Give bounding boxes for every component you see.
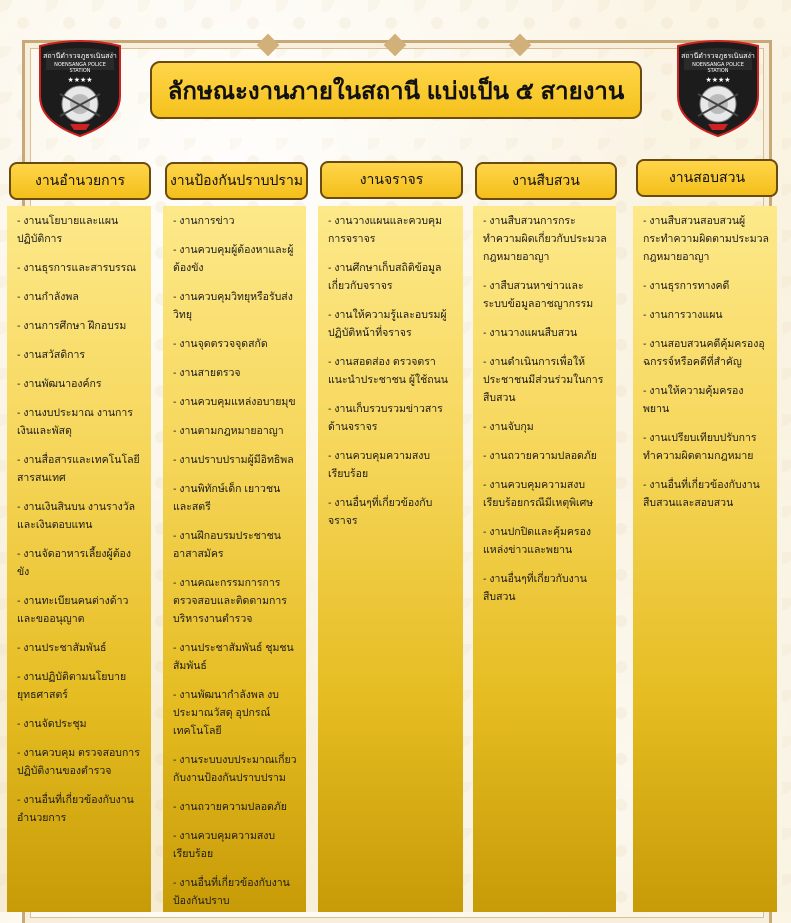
duty-item: - งานสื่อสารและเทคโนโลยีสารสนเทศ xyxy=(17,454,140,484)
duty-list xyxy=(643,212,769,512)
duty-item: - งานการข่าว xyxy=(173,215,235,227)
duty-item: - งานควบคุมแหล่งอบายมุข xyxy=(173,396,296,408)
duty-list xyxy=(483,212,608,606)
duty-item: - งานระบบงบประมาณเกี่ยวกับงานป้องกันปราบปราม xyxy=(173,754,297,784)
duty-item: - งานปราบปรามผู้มีอิทธิพล xyxy=(173,454,294,466)
column-header-inquiry xyxy=(636,159,778,197)
duty-item: - งานกำลังพล xyxy=(17,291,79,303)
duty-item: - งานวางแผนและควบคุมการจราจร xyxy=(328,215,443,245)
duty-item: - งานควบคุมความสงบเรียบร้อย xyxy=(173,830,276,860)
duty-item: - งานถวายความปลอดภัย xyxy=(173,801,287,813)
duty-list xyxy=(173,212,298,910)
duty-item: - งานอื่นที่เกี่ยวข้องกับงานอำนวยการ xyxy=(17,794,134,824)
duty-item: - งานสืบสวนสอบสวนผู้กระทำความผิดตามประมวลกฎหมายอาญา xyxy=(643,215,769,263)
column-header-label: งานอำนวยการ xyxy=(34,172,126,188)
column-header-prevention xyxy=(165,162,308,200)
duty-item: - งานสวัสดิการ xyxy=(17,349,86,361)
duty-item: - งานจุดตรวจจุดสกัด xyxy=(173,338,268,350)
duty-item: - งานประชาสัมพันธ์ ชุมชนสัมพันธ์ xyxy=(173,642,294,672)
duty-item: - งานเงินสินบน งานรางวัลและเงินตอบแทน xyxy=(17,501,136,531)
column-header-label: งานจราจร xyxy=(359,171,424,187)
column-header-label: งานป้องกันปราบปราม xyxy=(169,172,304,188)
duty-item: - งานธุรการและสารบรรณ xyxy=(17,262,137,274)
duty-item: - งานอื่นที่เกี่ยวข้องกับงานสืบสวนและสอบสวน xyxy=(643,479,760,509)
svg-text:สถานีตำรวจภูธรเนินสง่า: สถานีตำรวจภูธรเนินสง่า xyxy=(681,52,755,60)
duty-item: - งานควบคุม ตรวจสอบการปฏิบัติงานของตำรวจ xyxy=(17,747,140,777)
svg-text:NOENSANGA POLICE: NOENSANGA POLICE xyxy=(54,62,106,68)
police-badge-left xyxy=(34,38,126,138)
duty-item: - งานวางแผนสืบสวน xyxy=(483,327,578,339)
column-header-label: งานสอบสวน xyxy=(668,169,746,185)
duty-item: - งานจัดประชุม xyxy=(17,718,87,730)
duty-item: - งานปกปิดและคุ้มครองแหล่งข่าวและพยาน xyxy=(483,526,592,556)
duty-item: - งานปฏิบัติตามนโยบายยุทธศาสตร์ xyxy=(17,671,127,701)
duty-item: - งานสอบสวนคดีคุ้มครองอุฉกรรจ์หรือคดีที่สำคัญ xyxy=(643,338,765,368)
duty-item: - งานควบคุมความสงบเรียบร้อย xyxy=(328,450,431,480)
column-investigation xyxy=(473,206,616,912)
duty-item: - งานทะเบียนคนต่างด้าวและขออนุญาต xyxy=(17,595,129,625)
duty-item: - งานควบคุมความสงบเรียบร้อยกรณีมีเหตุพิเศษ xyxy=(483,479,594,509)
duty-item: - งานสายตรวจ xyxy=(173,367,241,379)
duty-item: - งานให้ความคุ้มครองพยาน xyxy=(643,385,744,415)
duty-list xyxy=(17,212,143,827)
column-prevention xyxy=(163,206,306,912)
duty-item: - งานอื่นที่เกี่ยวข้องกับงานป้องกันปราบ xyxy=(173,877,290,907)
duty-item: - งานการศึกษา ฝึกอบรม xyxy=(17,320,127,332)
duty-item: - งานตามกฎหมายอาญา xyxy=(173,425,284,437)
duty-item: - งานประชาสัมพันธ์ xyxy=(17,642,107,654)
duty-item: - งานจับกุม xyxy=(483,421,534,433)
duty-item: - งานฝึกอบรมประชาชนอาสาสมัคร xyxy=(173,530,281,560)
duty-item: - งานเปรียบเทียบปรับการทำความผิดตามกฎหมาย xyxy=(643,432,757,462)
duty-item: - งานอื่นๆที่เกี่ยวกับงานสืบสวน xyxy=(483,573,587,603)
duty-item: - งานศึกษาเก็บสถิติข้อมูลเกี่ยวกับจราจร xyxy=(328,262,442,292)
svg-text:NOENSANGA POLICE: NOENSANGA POLICE xyxy=(692,62,744,68)
duty-item: - งานการวางแผน xyxy=(643,309,723,321)
svg-text:สถานีตำรวจภูธรเนินสง่า: สถานีตำรวจภูธรเนินสง่า xyxy=(43,52,117,60)
column-administration xyxy=(7,206,151,912)
svg-text:★★★★: ★★★★ xyxy=(705,76,731,84)
duty-item: - งานสอดส่อง ตรวจตราแนะนำประชาชน ผู้ใช้ถนน xyxy=(328,356,448,386)
column-header-administration xyxy=(9,162,151,200)
column-inquiry xyxy=(633,206,777,912)
duty-item: - งานถวายความปลอดภัย xyxy=(483,450,597,462)
duty-item: - งานงบประมาณ งานการเงินและพัสดุ xyxy=(17,407,133,437)
duty-item: - งานพัฒนากำลังพล งบประมาณวัสดุ อุปกรณ์เทคโนโลยี xyxy=(173,689,279,737)
svg-text:STATION: STATION xyxy=(69,68,91,74)
column-header-traffic xyxy=(320,161,463,199)
duty-item: - งานพิทักษ์เด็ก เยาวชน และสตรี xyxy=(173,483,281,513)
police-badge-right xyxy=(672,38,764,138)
duty-item: - งาสืบสวนหาข่าวและระบบข้อมูลอาชญากรรม xyxy=(483,280,594,310)
duty-item: - งานควบคุมผู้ต้องหาและผู้ต้องขัง xyxy=(173,244,294,274)
column-header-investigation xyxy=(475,162,617,200)
duty-item: - งานให้ความรู้และอบรมผู้ปฏิบัติหน้าที่จราจร xyxy=(328,309,447,339)
police-badge-icon xyxy=(672,38,764,138)
duty-item: - งานควบคุมวิทยุหรือรับส่งวิทยุ xyxy=(173,291,293,321)
duty-item: - งานธุรการทางคดี xyxy=(643,280,730,292)
duty-item: - งานดำเนินการเพื่อให้ประชาชนมีส่วนร่วมในการสืบสวน xyxy=(483,356,604,404)
duty-item: - งานสืบสวนการกระทำความผิดเกี่ยวกับประมวลกฎหมายอาญา xyxy=(483,215,607,263)
duty-item: - งานคณะกรรมการการตรวจสอบและติดตามการบริหารงานตำรวจ xyxy=(173,577,287,625)
duty-item: - งานจัดอาหารเลี้ยงผู้ต้องขัง xyxy=(17,548,131,578)
svg-text:STATION: STATION xyxy=(707,68,729,74)
duty-item: - งานอื่นๆที่เกี่ยวข้องกับจราจร xyxy=(328,497,433,527)
page-title: ลักษณะงานภายในสถานี แบ่งเป็น ๕ สายงาน xyxy=(167,77,625,105)
column-traffic xyxy=(318,206,463,912)
duty-item: - งานเก็บรวบรวมข่าวสารด้านจราจร xyxy=(328,403,443,433)
police-badge-icon xyxy=(34,38,126,138)
duty-item: - งานพัฒนาองค์กร xyxy=(17,378,102,390)
svg-text:★★★★: ★★★★ xyxy=(67,76,93,84)
duty-item: - งานนโยบายและแผนปฏิบัติการ xyxy=(17,215,119,245)
column-header-label: งานสืบสวน xyxy=(512,172,580,188)
page-title-box xyxy=(150,61,642,119)
duty-list xyxy=(328,212,455,530)
